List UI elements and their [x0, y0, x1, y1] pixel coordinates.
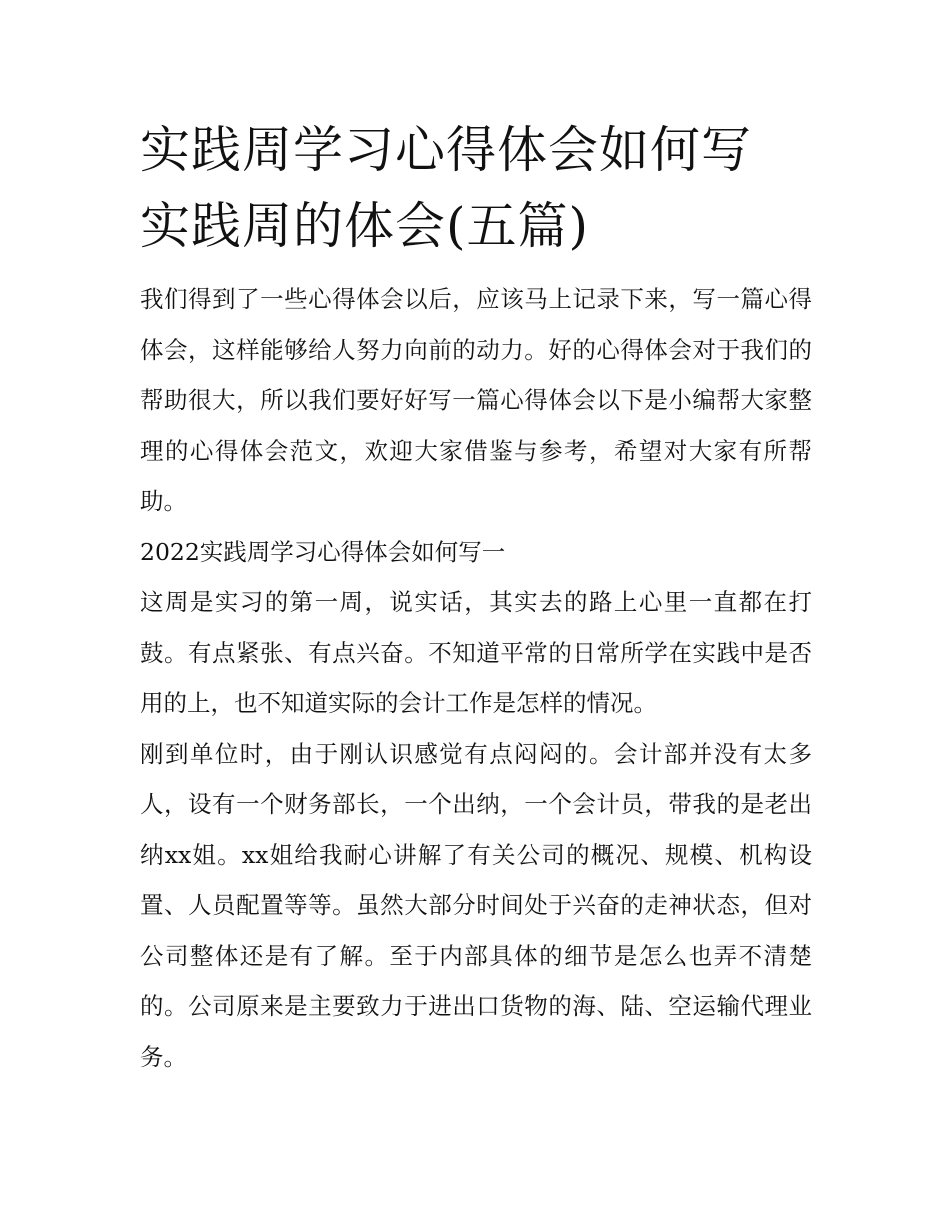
intro-paragraph: 我们得到了一些心得体会以后，应该马上记录下来，写一篇心得体会，这样能够给人努力向前的动力。好的心得体会对于我们的帮助很大，所以我们要好好写一篇心得体会以下是小编帮大家整理的心得体会范文，欢迎大家借鉴与参考，希望对大家有所帮助。: [140, 285, 812, 515]
document-title: 实践周学习心得体会如何写 实践周的体会(五篇): [140, 121, 752, 255]
section-heading: 2022实践周学习心得体会如何写一: [140, 537, 506, 566]
body-paragraph: 刚到单位时，由于刚认识感觉有点闷闷的。会计部并没有太多人，设有一个财务部长，一个出纳，一个会计员，带我的是老出纳xx姐。xx姐给我耐心讲解了有关公司的概况、规模、机构设置、人员配置等等。虽然大部分时间处于兴奋的走神状态，但对公司整体还是有了解。至于内部具体的细节是怎么也弄不清楚的。公司原来是主要致力于进出口货物的海、陆、空运输代理业务。: [140, 739, 812, 1071]
body-paragraph: 这周是实习的第一周，说实话，其实去的路上心里一直都在打鼓。有点紧张、有点兴奋。不知道平常的日常所学在实践中是否用的上，也不知道实际的会计工作是怎样的情况。: [140, 588, 812, 717]
